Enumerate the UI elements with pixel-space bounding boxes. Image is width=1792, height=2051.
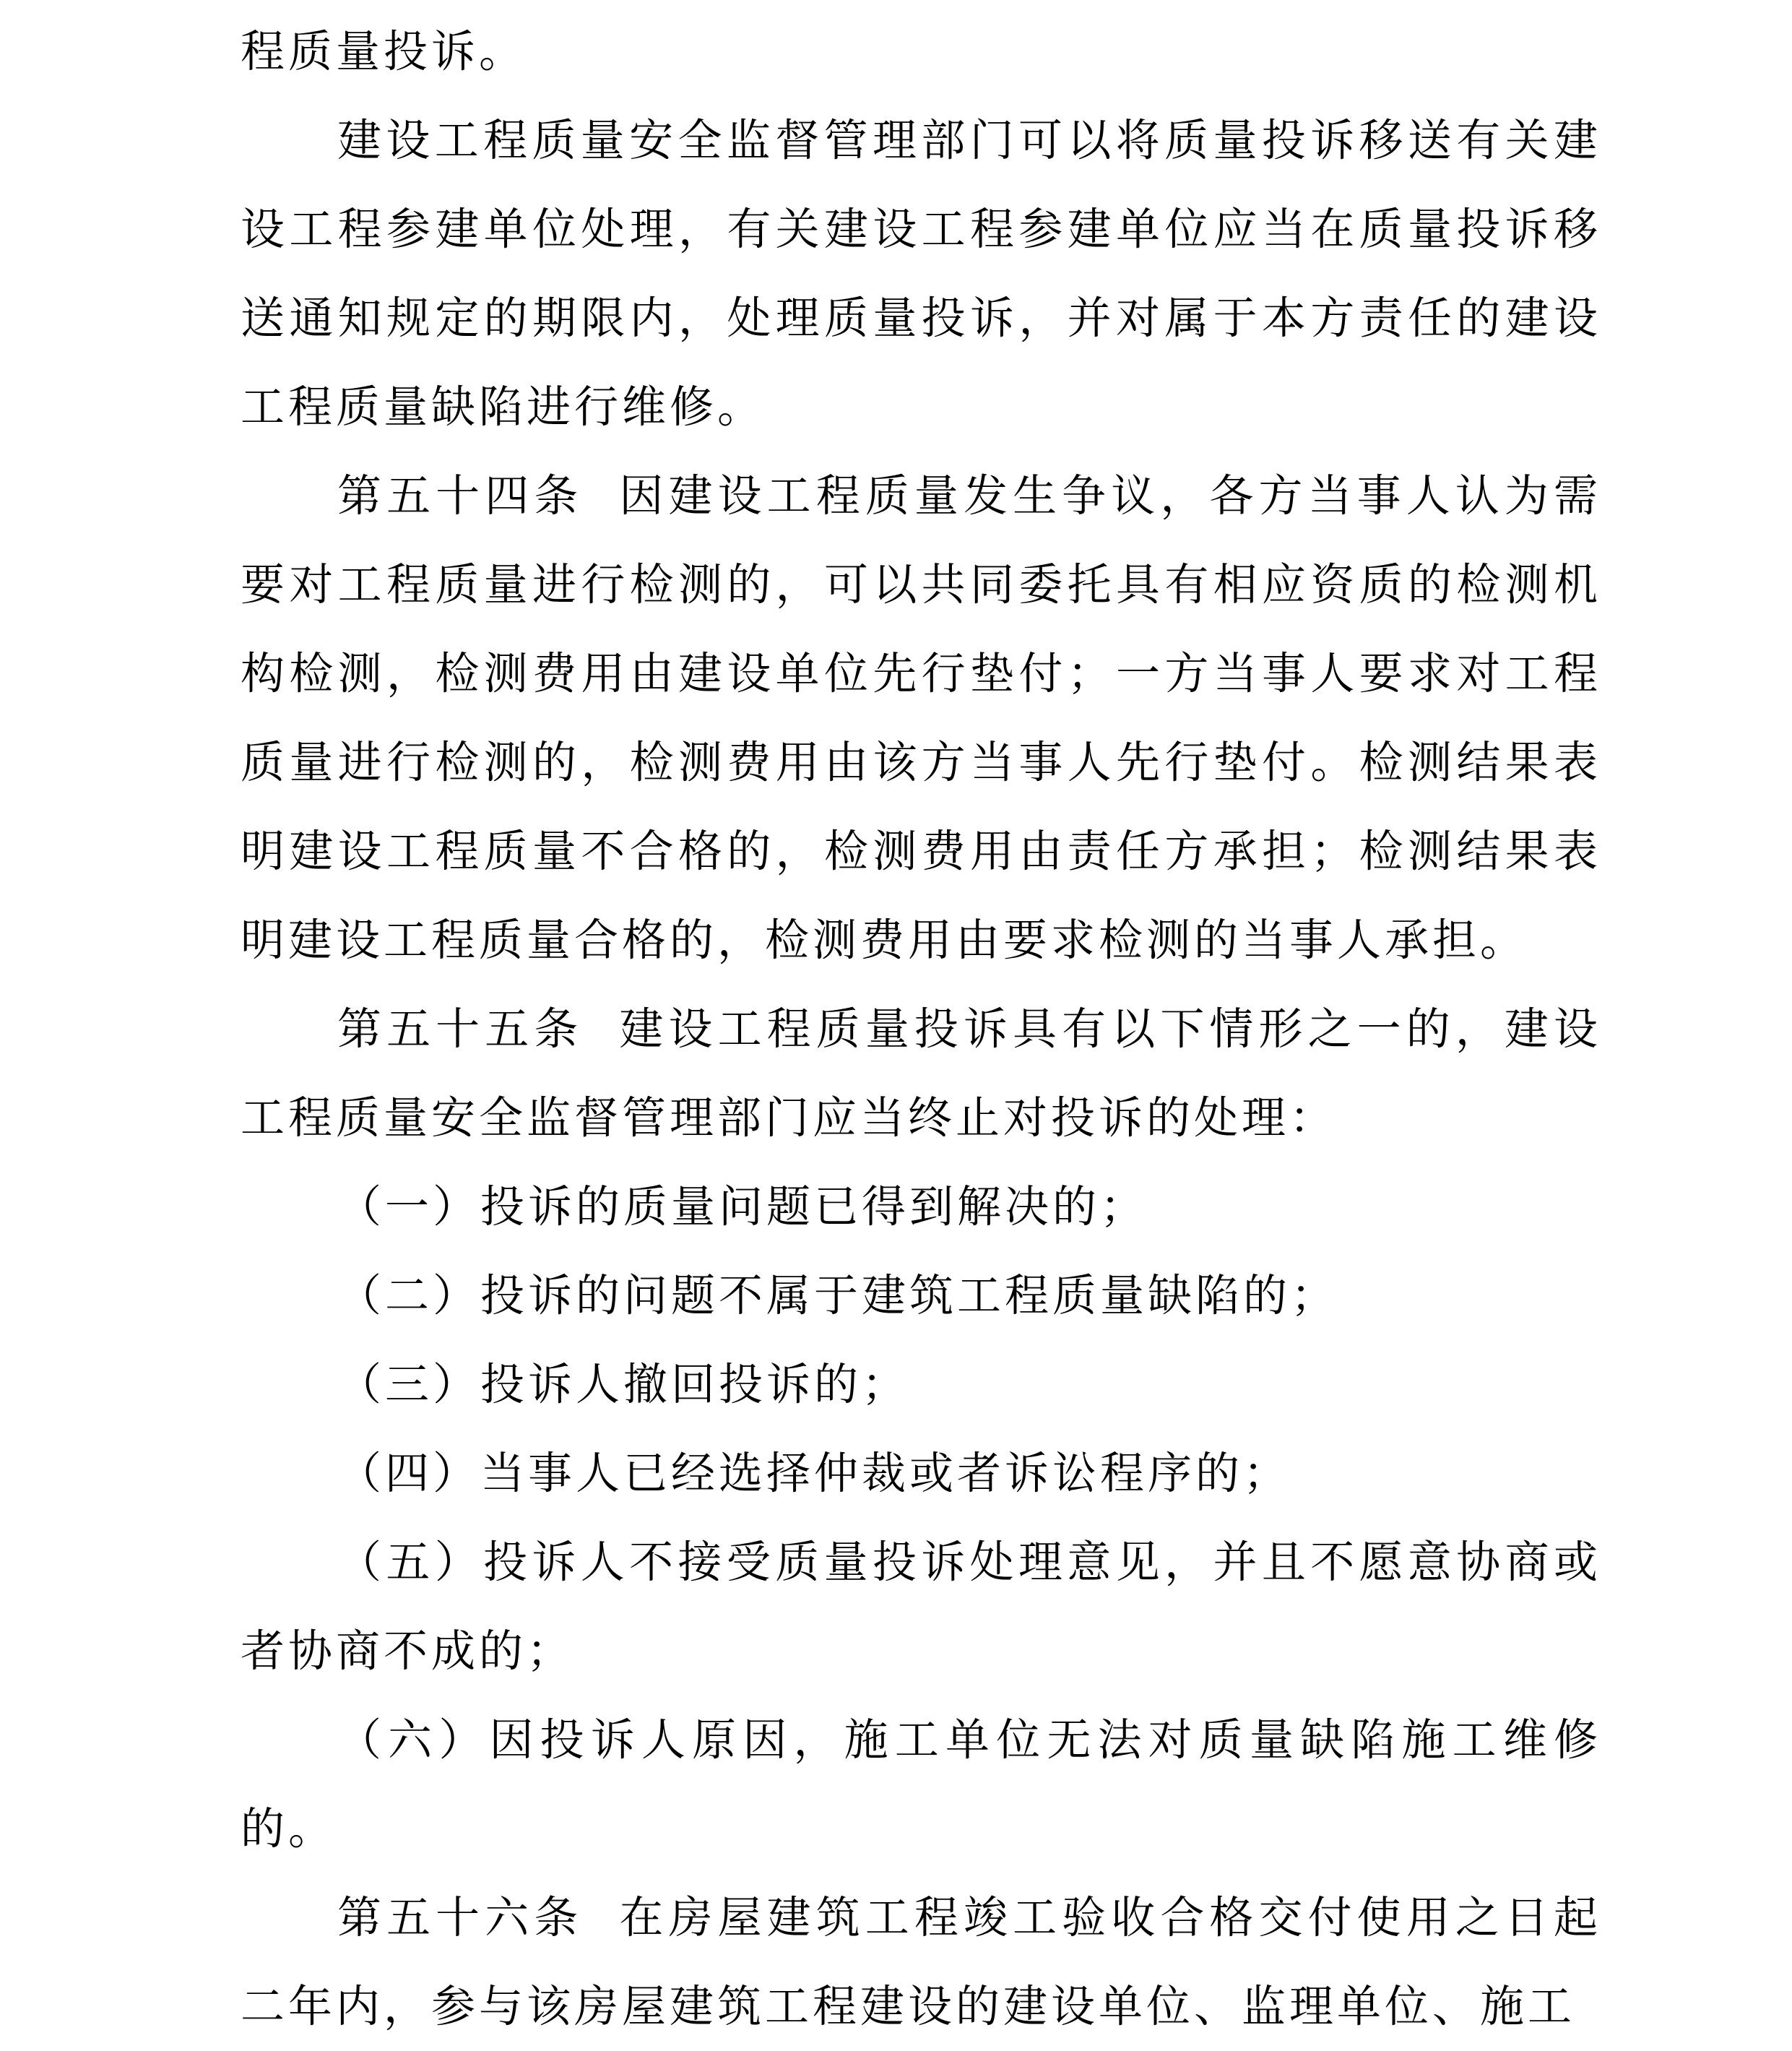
paragraph-continuation: 程质量投诉。 [241, 26, 527, 77]
article-text: 因建设工程质量发生争议，各方当事人认为需要对工程质量进行检测的，可以共同委托具有相应资质的检测机构检测，检测费用由建设单位先行垫付；一方当事人要求对工程质量进行检测的，检测费用由该方当事人先行垫付。检测结果表明建设工程质量不合格的，检测费用由责任方承担；检测结果表明建设工程质量合格的，检测费用由要求检测的当事人承担。 [241, 470, 1601, 966]
list-item-2: （二）投诉的问题不属于建筑工程质量缺陷的； [337, 1270, 1339, 1321]
list-item-5: （五）投诉人不接受质量投诉处理意见，并且不愿意协商或者协商不成的； [241, 1537, 1601, 1677]
paragraph-transfer-complaints: 建设工程质量安全监督管理部门可以将质量投诉移送有关建设工程参建单位处理，有关建设工程参建单位应当在质量投诉移送通知规定的期限内，处理质量投诉，并对属于本方责任的建设工程质量缺陷进行维修。 [241, 115, 1601, 433]
article-text: 在房屋建筑工程竣工验收合格交付使用之日起二年内，参与该房屋建筑工程建设的建设单位、监理单位、施工 [241, 1892, 1601, 2032]
article-number: 第五十五条 [337, 1003, 584, 1055]
article-56 [241, 1873, 1601, 2051]
article-55 [241, 985, 1601, 1162]
list-item-1: （一）投诉的质量问题已得到解决的； [337, 1181, 1148, 1232]
list-item-4: （四）当事人已经选择仲裁或者诉讼程序的； [337, 1448, 1291, 1499]
list-item-6: （六）因投诉人原因，施工单位无法对质量缺陷施工维修的。 [241, 1714, 1601, 1854]
article-text: 建设工程质量投诉具有以下情形之一的，建设工程质量安全监督管理部门应当终止对投诉的处理： [241, 1003, 1601, 1144]
article-number: 第五十六条 [337, 1892, 584, 1943]
article-54 [241, 452, 1601, 985]
article-number: 第五十四条 [337, 470, 584, 522]
document-body [241, 7, 1601, 2051]
list-item-3: （三）投诉人撤回投诉的； [337, 1359, 910, 1410]
